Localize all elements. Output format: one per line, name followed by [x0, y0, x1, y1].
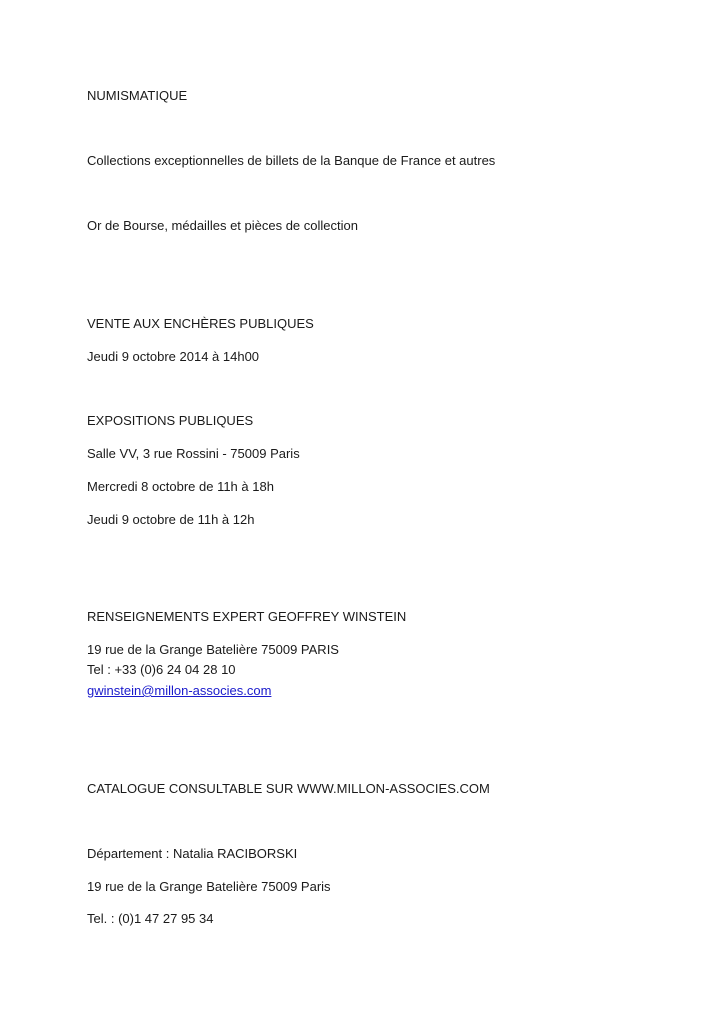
catalogue-notice: CATALOGUE CONSULTABLE SUR WWW.MILLON-ASSOCIES.COM — [87, 781, 490, 796]
exhibition-day-1: Mercredi 8 octobre de 11h à 18h — [87, 479, 274, 494]
department-phone: Tel. : (0)1 47 27 95 34 — [87, 911, 214, 926]
department-title: Département : Natalia RACIBORSKI — [87, 846, 298, 861]
expert-email-link[interactable]: gwinstein@millon-associes.com — [87, 683, 272, 698]
subtitle-banknotes: Collections exceptionnelles de billets de la Banque de France et autres — [87, 153, 496, 168]
page-heading: NUMISMATIQUE — [87, 88, 188, 103]
sale-title: VENTE AUX ENCHÈRES PUBLIQUES — [87, 316, 314, 331]
exhibitions-title: EXPOSITIONS PUBLIQUES — [87, 413, 254, 428]
expert-address: 19 rue de la Grange Batelière 75009 PARIS — [87, 642, 339, 657]
sale-date: Jeudi 9 octobre 2014 à 14h00 — [87, 349, 260, 364]
expert-phone: Tel : +33 (0)6 24 04 28 10 — [87, 662, 236, 677]
department-address: 19 rue de la Grange Batelière 75009 Paris — [87, 879, 331, 894]
exhibition-day-2: Jeudi 9 octobre de 11h à 12h — [87, 512, 255, 527]
exhibitions-venue: Salle VV, 3 rue Rossini - 75009 Paris — [87, 446, 300, 461]
subtitle-coins: Or de Bourse, médailles et pièces de collection — [87, 218, 358, 233]
expert-title: RENSEIGNEMENTS EXPERT GEOFFREY WINSTEIN — [87, 609, 407, 624]
